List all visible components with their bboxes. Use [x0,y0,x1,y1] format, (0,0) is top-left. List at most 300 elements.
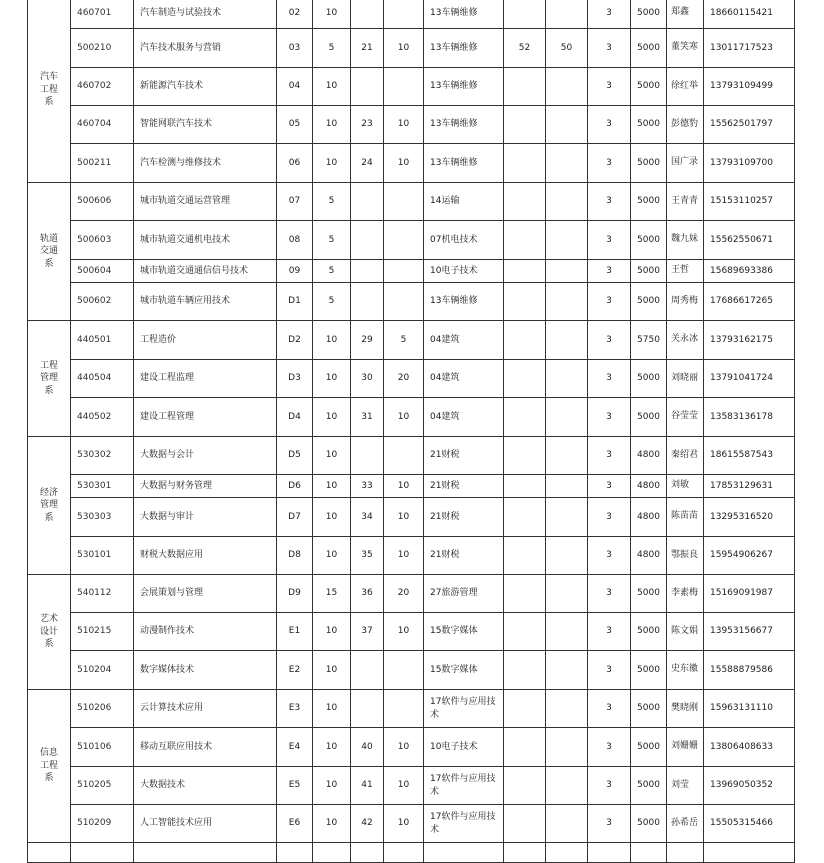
years-cell: 3 [588,29,631,68]
phone-cell: 13011717523 [704,29,795,68]
major-cell: 移动互联应用技术 [134,728,277,767]
code-cell: 530301 [71,475,134,498]
fee-cell: 5000 [631,613,667,651]
number-cell: E4 [277,728,313,767]
department-cell [28,437,71,575]
major-cell: 大数据与审计 [134,498,277,537]
teacher-cell: 刘敏 [667,475,704,498]
phone-cell: 15689693386 [704,260,795,283]
teacher-cell: 周秀梅 [667,283,704,321]
department-cell [28,183,71,321]
code-cell: 500602 [71,283,134,321]
fee-cell: 5000 [631,29,667,68]
table-row [28,183,795,221]
code-cell: 530101 [71,537,134,575]
number-cell: 03 [277,29,313,68]
count-cell [546,221,588,260]
department-label-line: 管理 [39,373,58,384]
table-row [28,260,795,283]
code-cell: 530303 [71,498,134,537]
empty-cell [504,843,546,863]
count-cell [504,398,546,437]
count-cell: 10 [313,144,351,183]
number-cell: E3 [277,690,313,728]
count-cell: 10 [313,728,351,767]
count-cell [546,728,588,767]
class-cell: 21财税 [424,537,504,575]
count-cell: 10 [313,437,351,475]
count-cell [351,690,384,728]
class-cell: 15数字媒体 [424,651,504,690]
teacher-cell: 董笑寒 [667,29,704,68]
number-cell: 08 [277,221,313,260]
fee-cell: 4800 [631,437,667,475]
phone-cell: 17686617265 [704,283,795,321]
major-cell: 建设工程监理 [134,360,277,398]
class-cell: 13车辆维修 [424,144,504,183]
count-cell [504,260,546,283]
code-cell: 510206 [71,690,134,728]
count-cell: 10 [384,805,424,843]
department-label-line: 信息 [39,748,58,759]
empty-cell [384,843,424,863]
count-cell [384,260,424,283]
count-cell [546,437,588,475]
empty-cell [313,843,351,863]
table-row [28,283,795,321]
number-cell: 02 [277,0,313,29]
count-cell: 10 [313,398,351,437]
teacher-cell: 陈苗苗 [667,498,704,537]
teacher-cell: 徐红举 [667,68,704,106]
count-cell [546,805,588,843]
code-cell: 460701 [71,0,134,29]
major-cell: 会展策划与管理 [134,575,277,613]
number-cell: D7 [277,498,313,537]
count-cell [351,283,384,321]
department-label-line: 管理 [39,500,58,511]
count-cell [546,690,588,728]
number-cell: 07 [277,183,313,221]
count-cell [546,498,588,537]
years-cell: 3 [588,767,631,805]
code-cell: 440502 [71,398,134,437]
code-cell: 460704 [71,106,134,144]
table-row [28,106,795,144]
teacher-cell: 郑鑫 [667,0,704,29]
fee-cell: 5000 [631,728,667,767]
number-cell: D6 [277,475,313,498]
department-cell [28,575,71,690]
number-cell: E5 [277,767,313,805]
code-cell: 500210 [71,29,134,68]
count-cell [351,260,384,283]
table-row [28,321,795,360]
number-cell: 09 [277,260,313,283]
fee-cell: 5000 [631,183,667,221]
major-cell: 大数据与财务管理 [134,475,277,498]
code-cell: 500603 [71,221,134,260]
count-cell: 34 [351,498,384,537]
phone-cell: 15588879586 [704,651,795,690]
department-label-line: 汽车 [39,72,58,83]
empty-cell [588,843,631,863]
count-cell [546,68,588,106]
count-cell [351,183,384,221]
years-cell: 3 [588,805,631,843]
major-cell: 城市轨道车辆应用技术 [134,283,277,321]
enrollment-table [27,0,795,863]
count-cell: 24 [351,144,384,183]
years-cell: 3 [588,498,631,537]
count-cell [351,68,384,106]
teacher-cell: 秦绍君 [667,437,704,475]
major-cell: 汽车制造与试验技术 [134,0,277,29]
class-cell: 21财税 [424,475,504,498]
count-cell [384,283,424,321]
count-cell [504,321,546,360]
count-cell: 10 [313,613,351,651]
empty-cell [424,843,504,863]
table-row [28,68,795,106]
count-cell: 29 [351,321,384,360]
count-cell [546,260,588,283]
count-cell [504,475,546,498]
code-cell: 510204 [71,651,134,690]
fee-cell: 4800 [631,475,667,498]
class-cell: 17软件与应用技术 [424,767,504,805]
class-cell: 10电子技术 [424,260,504,283]
teacher-cell: 樊晓刚 [667,690,704,728]
empty-cell [277,843,313,863]
code-cell: 510209 [71,805,134,843]
count-cell: 36 [351,575,384,613]
major-cell: 工程造价 [134,321,277,360]
number-cell: D8 [277,537,313,575]
table-row [28,613,795,651]
count-cell: 10 [384,498,424,537]
major-cell: 城市轨道交通通信信号技术 [134,260,277,283]
count-cell [546,613,588,651]
number-cell: E2 [277,651,313,690]
years-cell: 3 [588,183,631,221]
fee-cell: 5000 [631,575,667,613]
department-cell [28,0,71,183]
count-cell: 23 [351,106,384,144]
count-cell: 10 [313,805,351,843]
teacher-cell: 王青青 [667,183,704,221]
count-cell [504,221,546,260]
count-cell [351,0,384,29]
table-row [28,498,795,537]
count-cell: 10 [313,498,351,537]
table-row [28,537,795,575]
department-cell [28,321,71,437]
teacher-cell: 鄂振良 [667,537,704,575]
years-cell: 3 [588,690,631,728]
major-cell: 财税大数据应用 [134,537,277,575]
count-cell: 15 [313,575,351,613]
count-cell: 10 [384,613,424,651]
major-cell: 云计算技术应用 [134,690,277,728]
count-cell: 30 [351,360,384,398]
count-cell [384,0,424,29]
phone-cell: 13793109700 [704,144,795,183]
fee-cell: 5000 [631,651,667,690]
years-cell: 3 [588,475,631,498]
count-cell: 10 [384,144,424,183]
class-cell: 13车辆维修 [424,106,504,144]
code-cell: 510106 [71,728,134,767]
fee-cell: 5000 [631,767,667,805]
empty-cell [134,843,277,863]
number-cell: D4 [277,398,313,437]
fee-cell: 5000 [631,221,667,260]
count-cell: 5 [313,283,351,321]
count-cell [504,613,546,651]
years-cell: 3 [588,575,631,613]
number-cell: D9 [277,575,313,613]
fee-cell: 5000 [631,106,667,144]
count-cell [504,651,546,690]
table-row [28,360,795,398]
table-row [28,437,795,475]
class-cell: 21财税 [424,437,504,475]
class-cell: 13车辆维修 [424,68,504,106]
class-cell: 15数字媒体 [424,613,504,651]
count-cell: 10 [384,106,424,144]
count-cell [546,575,588,613]
count-cell: 10 [384,728,424,767]
count-cell [384,651,424,690]
table-row [28,767,795,805]
fee-cell: 5000 [631,360,667,398]
major-cell: 动漫制作技术 [134,613,277,651]
fee-cell: 5000 [631,805,667,843]
count-cell [504,0,546,29]
number-cell: D1 [277,283,313,321]
department-label-line: 系 [44,773,54,784]
phone-cell: 15505315466 [704,805,795,843]
major-cell: 汽车检测与维修技术 [134,144,277,183]
count-cell: 10 [384,475,424,498]
table-row [28,398,795,437]
department-label-line: 轨道 [39,233,58,244]
count-cell: 20 [384,360,424,398]
count-cell [546,144,588,183]
years-cell: 3 [588,398,631,437]
code-cell: 500604 [71,260,134,283]
fee-cell: 5000 [631,0,667,29]
years-cell: 3 [588,437,631,475]
years-cell: 3 [588,283,631,321]
phone-cell: 13583136178 [704,398,795,437]
teacher-cell: 刘晓丽 [667,360,704,398]
table-row [28,144,795,183]
number-cell: D3 [277,360,313,398]
major-cell: 城市轨道交通机电技术 [134,221,277,260]
table-row [28,690,795,728]
count-cell [504,283,546,321]
code-cell: 500211 [71,144,134,183]
department-label-line: 系 [44,97,54,108]
empty-cell [704,843,795,863]
count-cell [546,767,588,805]
count-cell: 42 [351,805,384,843]
phone-cell: 13969050352 [704,767,795,805]
department-label-line: 工程 [39,360,58,371]
code-cell: 530302 [71,437,134,475]
major-cell: 大数据技术 [134,767,277,805]
phone-cell: 15153110257 [704,183,795,221]
count-cell: 35 [351,537,384,575]
count-cell: 52 [504,29,546,68]
count-cell: 10 [313,0,351,29]
class-cell: 07机电技术 [424,221,504,260]
count-cell [504,767,546,805]
empty-cell [351,843,384,863]
count-cell [351,437,384,475]
phone-cell: 18615587543 [704,437,795,475]
count-cell: 10 [313,651,351,690]
department-label-line: 交通 [39,246,58,257]
fee-cell: 5750 [631,321,667,360]
class-cell: 27旅游管理 [424,575,504,613]
years-cell: 3 [588,321,631,360]
count-cell [504,437,546,475]
class-cell: 13车辆维修 [424,29,504,68]
number-cell: D5 [277,437,313,475]
count-cell [351,221,384,260]
count-cell [504,183,546,221]
years-cell: 3 [588,728,631,767]
table-row [28,805,795,843]
count-cell: 10 [313,475,351,498]
phone-cell: 15562550671 [704,221,795,260]
teacher-cell: 史东徽 [667,651,704,690]
class-cell: 17软件与应用技术 [424,805,504,843]
class-cell: 04建筑 [424,398,504,437]
count-cell: 5 [313,29,351,68]
fee-cell: 4800 [631,537,667,575]
fee-cell: 5000 [631,68,667,106]
empty-cell [28,843,71,863]
teacher-cell: 孙希岳 [667,805,704,843]
major-cell: 城市轨道交通运营管理 [134,183,277,221]
table-row [28,29,795,68]
department-label-line: 系 [44,385,54,396]
count-cell: 10 [313,321,351,360]
phone-cell: 15169091987 [704,575,795,613]
department-label-line: 工程 [39,760,58,771]
table-row [28,221,795,260]
count-cell [504,690,546,728]
years-cell: 3 [588,651,631,690]
count-cell: 41 [351,767,384,805]
teacher-cell: 彭德豹 [667,106,704,144]
count-cell [546,398,588,437]
teacher-cell: 刘姗姗 [667,728,704,767]
class-cell: 13车辆维修 [424,283,504,321]
code-cell: 440501 [71,321,134,360]
class-cell: 04建筑 [424,360,504,398]
code-cell: 510205 [71,767,134,805]
years-cell: 3 [588,613,631,651]
number-cell: 06 [277,144,313,183]
code-cell: 440504 [71,360,134,398]
phone-cell: 13806408633 [704,728,795,767]
code-cell: 500606 [71,183,134,221]
count-cell [546,0,588,29]
fee-cell: 5000 [631,283,667,321]
fee-cell: 5000 [631,398,667,437]
count-cell [504,728,546,767]
count-cell [384,690,424,728]
count-cell: 33 [351,475,384,498]
phone-cell: 15963131110 [704,690,795,728]
major-cell: 新能源汽车技术 [134,68,277,106]
table-row [28,475,795,498]
years-cell: 3 [588,537,631,575]
major-cell: 汽车技术服务与营销 [134,29,277,68]
count-cell [546,360,588,398]
table-row [28,575,795,613]
count-cell: 10 [313,68,351,106]
code-cell: 510215 [71,613,134,651]
count-cell [384,183,424,221]
count-cell: 10 [384,767,424,805]
number-cell: E6 [277,805,313,843]
phone-cell: 17853129631 [704,475,795,498]
count-cell [546,475,588,498]
count-cell: 20 [384,575,424,613]
count-cell: 10 [384,398,424,437]
department-label-line: 系 [44,639,54,650]
department-label-line: 工程 [39,84,58,95]
count-cell: 31 [351,398,384,437]
count-cell [546,283,588,321]
count-cell [504,360,546,398]
number-cell: 04 [277,68,313,106]
phone-cell: 13791041724 [704,360,795,398]
count-cell [504,106,546,144]
fee-cell: 5000 [631,260,667,283]
phone-cell: 13793162175 [704,321,795,360]
count-cell: 10 [384,29,424,68]
count-cell [504,805,546,843]
class-cell: 10电子技术 [424,728,504,767]
count-cell [384,221,424,260]
fee-cell: 4800 [631,498,667,537]
phone-cell: 15562501797 [704,106,795,144]
count-cell [351,651,384,690]
number-cell: E1 [277,613,313,651]
major-cell: 数字媒体技术 [134,651,277,690]
table-row [28,651,795,690]
count-cell: 10 [313,106,351,144]
count-cell [546,651,588,690]
department-label-line: 系 [44,512,54,523]
years-cell: 3 [588,221,631,260]
class-cell: 17软件与应用技术 [424,690,504,728]
class-cell: 04建筑 [424,321,504,360]
table-row [28,728,795,767]
count-cell [546,183,588,221]
teacher-cell: 谷莹莹 [667,398,704,437]
count-cell: 50 [546,29,588,68]
count-cell: 5 [313,183,351,221]
count-cell: 10 [313,360,351,398]
